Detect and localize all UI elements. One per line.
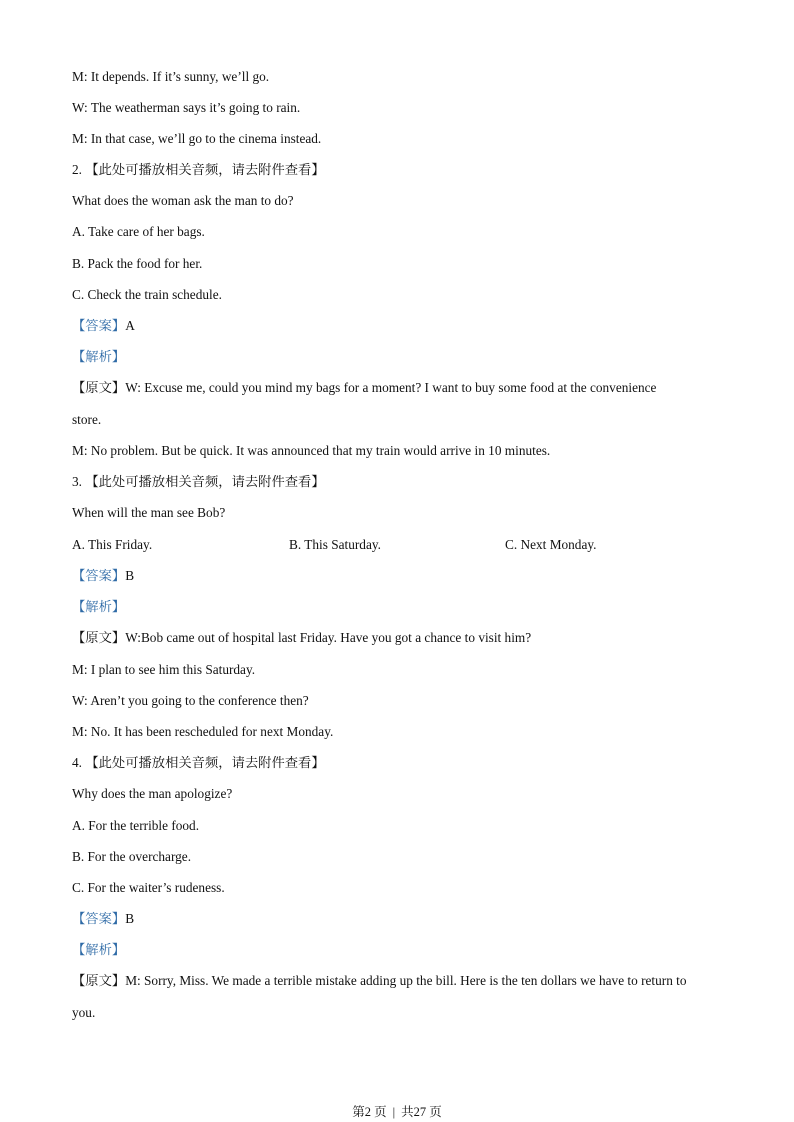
transcript-line	[72, 972, 687, 990]
option-c: C. Next Monday.	[505, 537, 597, 552]
answer-label: 【答案】	[72, 911, 126, 926]
transcript-line: M: It depends. If it’s sunny, we’ll go.	[72, 69, 270, 84]
option-b: B. For the overcharge.	[72, 849, 192, 864]
question-number: 4.	[72, 755, 82, 770]
audio-note: 【此处可播放相关音频，请去附件查看】	[85, 474, 325, 489]
option-b: B. Pack the food for her.	[72, 256, 203, 271]
option-a: A. For the terrible food.	[72, 818, 200, 833]
question-header	[72, 754, 325, 772]
original-label: 【原文】	[72, 380, 126, 395]
question-text: What does the woman ask the man to do?	[72, 193, 294, 208]
transcript-line	[72, 379, 656, 397]
answer-value: A	[125, 318, 135, 333]
transcript-line: W: Aren’t you going to the conference then?	[72, 693, 309, 708]
page-number: 第2 页	[352, 1105, 387, 1119]
audio-note: 【此处可播放相关音频，请去附件查看】	[85, 162, 325, 177]
question-header	[72, 161, 325, 179]
page-footer	[0, 1104, 794, 1120]
option-b: B. This Saturday.	[289, 537, 381, 552]
transcript-line: store.	[72, 412, 102, 427]
analysis-label: 【解析】	[72, 349, 126, 364]
question-text: Why does the man apologize?	[72, 786, 233, 801]
transcript-text: W:Bob came out of hospital last Friday. Have you got a chance to visit him?	[125, 630, 532, 645]
option-c: C. Check the train schedule.	[72, 287, 222, 302]
transcript-line: you.	[72, 1005, 96, 1020]
audio-note: 【此处可播放相关音频，请去附件查看】	[85, 755, 325, 770]
transcript-line: M: No. It has been rescheduled for next Monday.	[72, 724, 334, 739]
transcript-line: M: No problem. But be quick. It was announced that my train would arrive in 10 minutes.	[72, 443, 551, 458]
answer-line	[72, 910, 134, 928]
answer-line	[72, 317, 135, 335]
question-text: When will the man see Bob?	[72, 505, 226, 520]
question-header	[72, 473, 325, 491]
analysis-label: 【解析】	[72, 942, 126, 957]
question-number: 2.	[72, 162, 82, 177]
footer-separator: |	[392, 1105, 396, 1119]
transcript-line: M: In that case, we’ll go to the cinema instead.	[72, 131, 322, 146]
original-label: 【原文】	[72, 630, 126, 645]
transcript-line: W: The weatherman says it’s going to rain.	[72, 100, 301, 115]
original-label: 【原文】	[72, 973, 126, 988]
transcript-line	[72, 629, 531, 647]
transcript-text: W: Excuse me, could you mind my bags for a moment? I want to buy some food at the convenience	[125, 380, 657, 395]
answer-value: B	[125, 568, 135, 583]
question-number: 3.	[72, 474, 82, 489]
option-a: A. This Friday.	[72, 537, 153, 552]
answer-line	[72, 567, 134, 585]
option-a: A. Take care of her bags.	[72, 224, 205, 239]
transcript-text: M: Sorry, Miss. We made a terrible mistake adding up the bill. Here is the ten dollars we have to return to	[125, 973, 687, 988]
answer-label: 【答案】	[72, 318, 126, 333]
option-c: C. For the waiter’s rudeness.	[72, 880, 225, 895]
answer-value: B	[125, 911, 135, 926]
answer-label: 【答案】	[72, 568, 126, 583]
analysis-label: 【解析】	[72, 599, 126, 614]
transcript-line: M: I plan to see him this Saturday.	[72, 662, 256, 677]
page-total: 共27 页	[401, 1105, 442, 1119]
